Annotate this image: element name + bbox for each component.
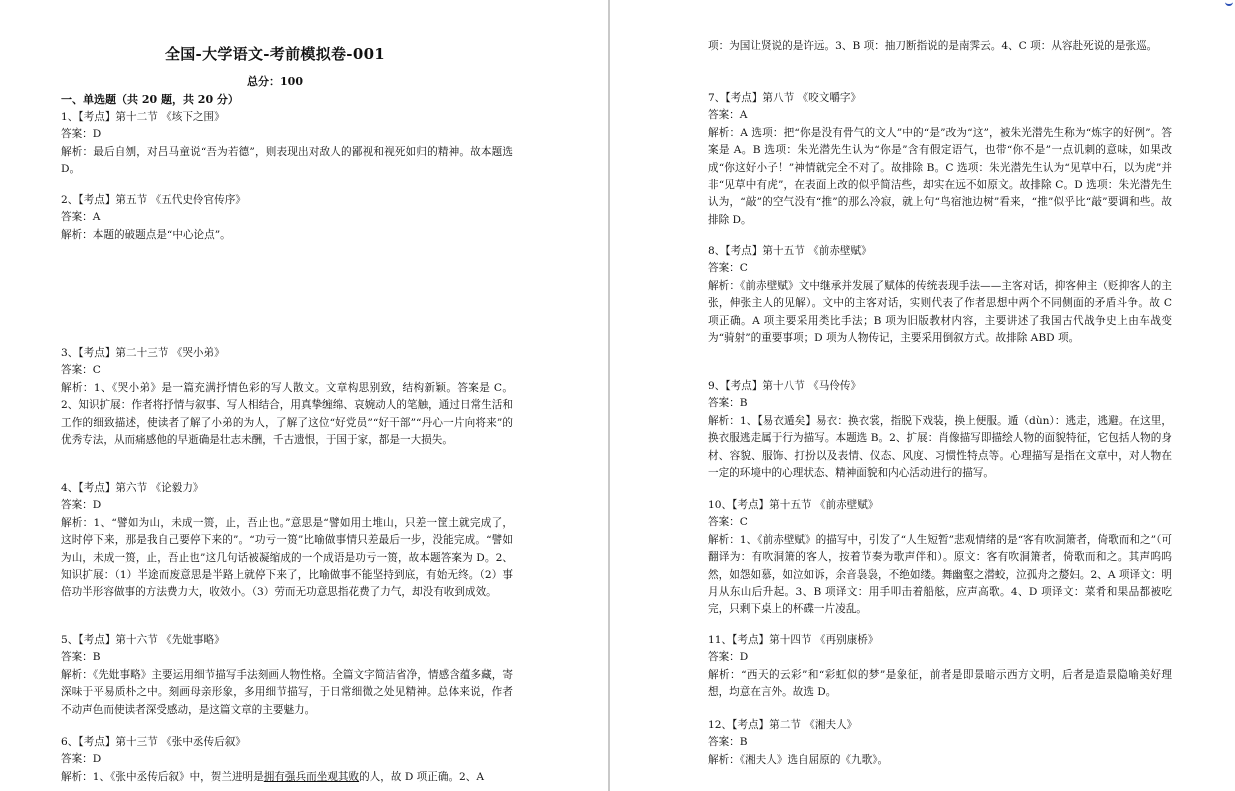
question-head: 11、【考点】第十四节 《再别康桥》: [708, 634, 879, 646]
question-explanation: 解析：1、《前赤壁赋》的描写中，引发了“人生短暂”悲观情绪的是“客有吹洞箫者，倚歌而和之”（可翻译为：有吹洞箫的客人，按着节奏为歌声伴和）。原文：客有吹洞箫者，倚歌而和之。其声呜呜然，如怨如慕，如泣如诉，余音袅袅，不绝如缕。舞幽壑之潜蛟，泣孤舟之嫠妇。2、A 项译文：明月从东山后升起。3、B 项译文：用手叩击着船舷，应声高歌。4、D 项译文：菜肴和果品都被吃完，只剩下桌上的杯碟一片凌乱。: [708, 533, 1172, 616]
question-11: [708, 632, 1172, 702]
question-head: 12、【考点】第二节 《湘夫人》: [708, 719, 858, 731]
page-left: [0, 0, 608, 791]
question-answer: 答案：C: [708, 262, 748, 275]
question-head: 10、【考点】第十五节 《前赤壁赋》: [708, 499, 879, 511]
question-head: 7、【考点】第八节 《咬文嚼字》: [708, 92, 862, 104]
corner-curve-icon: [1225, 0, 1233, 6]
page-divider: [608, 0, 610, 791]
question-explanation: 解析：A 选项：把“你是没有骨气的文人”中的“是”改为“这”，被朱光潜先生称为“炼字的好例”。答案是 A。B 选项：朱光潜先生认为“你是”含有假定语气，也带“你不是”一点讥刺的意味，如果改成“你这好小子！”神情就完全不对了。故排除 B。C 选项：朱光潜先生认为“见草中石，以为虎”并非“见草中有虎”，在表面上改的似乎简洁些，却实在远不如原文。故排除 C。D 选项：朱光潜先生认为，“敲”的空气没有“推”的那么冷寂，就上句“鸟宿池边树”看来，“推”似乎比“敲”要调和些。故排除 D。: [708, 126, 1172, 226]
document-title: 全国-大学语文-考前模拟卷-001: [164, 45, 386, 63]
question-answer: 答案：D: [708, 651, 749, 664]
question-answer: 答案：A: [708, 109, 748, 122]
question-answer: 答案：D: [61, 753, 102, 766]
question-answer: 答案：D: [61, 499, 102, 512]
question-6: [61, 734, 513, 786]
question-answer: 答案：B: [708, 736, 748, 749]
underlined-phrase: 拥有强兵而坐观其败: [263, 770, 360, 783]
question-head: 2、【考点】第五节 《五代史伶官传序》: [61, 194, 246, 206]
question-4: [61, 480, 513, 602]
question-explanation: [61, 769, 513, 786]
question-2: [61, 192, 513, 244]
question-5: [61, 632, 513, 719]
question-answer: 答案：C: [61, 364, 101, 377]
explanation-text: 解析：1、《张中丞传后叙》中，贺兰进明是: [61, 770, 264, 783]
section-heading: 一、单选题（共 20 题，共 20 分）: [61, 93, 239, 106]
question-explanation: 解析：《先妣事略》主要运用细节描写手法刻画人物性格。全篇文字简洁省净，情感含蕴多藏，寄深味于平易质朴之中。刻画母亲形象，多用细节描写，于日常细微之处见精神。总体来说，作者不动声色而使读者深受感动，是这篇文章的主要魅力。: [61, 668, 513, 716]
page-right: [612, 0, 1235, 791]
question-head: 8、【考点】第十五节 《前赤壁赋》: [708, 245, 872, 257]
explanation-text: 的人，故 D 项正确。2、A: [359, 770, 485, 783]
total-score: 总分：100: [247, 75, 303, 88]
question-explanation: 解析：1、“譬如为山，未成一篑，止，吾止也。”意思是“譬如用土堆山，只差一筐土就完成了，这时停下来，那是我自己要停下来的”。“功亏一篑”比喻做事情只差最后一步，没能完成。“譬如为山，未成一篑，止，吾止也”这几句话被凝缩成的一个成语是功亏一篑，故本题答案为 D。2、知识扩展：（1）半途而废意思是半路上就停下来了，比喻做事不能坚持到底，有始无终。（2）事倍功半形容做事的方法费力大，收效小。（3）劳而无功意思指花费了力气，却没有收到成效。: [61, 516, 513, 599]
question-answer: 答案：B: [708, 397, 748, 410]
question-answer: 答案：D: [61, 128, 102, 141]
question-9: [708, 378, 1172, 482]
question-head: 9、【考点】第十八节 《马伶传》: [708, 380, 862, 392]
question-head: 4、【考点】第六节 《论毅力》: [61, 482, 204, 494]
question-12: [708, 717, 1172, 769]
question-3: [61, 345, 513, 449]
question-answer: 答案：C: [708, 516, 748, 529]
question-head: 3、【考点】第二十三节 《哭小弟》: [61, 347, 225, 359]
question-explanation: 解析：“西天的云彩”和“彩虹似的梦”是象征，前者是即景暗示西方文明，后者是造景隐喻美好理想，均意在言外。故选 D。: [708, 668, 1172, 699]
question-10: [708, 497, 1172, 619]
question-explanation: 解析：《湘夫人》选自屈原的《九歌》。: [708, 753, 889, 766]
question-explanation: 解析：本题的破题点是“中心论点”。: [61, 228, 231, 241]
question-explanation: 解析：最后自刎，对吕马童说“吾为若德”，则表现出对敌人的鄙视和视死如归的精神。故本题选 D。: [61, 145, 513, 176]
question-head: 6、【考点】第十三节 《张中丞传后叙》: [61, 736, 246, 748]
question-head: 5、【考点】第十六节 《先妣事略》: [61, 634, 225, 646]
question-answer: 答案：A: [61, 211, 101, 224]
question-explanation: 解析：《前赤壁赋》文中继承并发展了赋体的传统表现手法——主客对话，抑客伸主（贬抑客人的主张，伸张主人的见解）。文中的主客对话，实则代表了作者思想中两个不同侧面的矛盾斗争。故 C 项正确。A 项主要采用类比手法；B 项为旧版教材内容，主要讲述了我国古代战争史上由车战变为“骑射”的重要事项；D 项为人物传记，主要采用倒叙方式。故排除 ABD 项。: [708, 279, 1172, 345]
continued-explanation: 项：为国让贤说的是许远。3、B 项：抽刀断指说的是南霁云。4、C 项：从容赴死说的是张巡。: [708, 40, 1158, 52]
question-explanation: 解析：1、【易衣遁矣】易衣：换衣裳，指脱下戏装，换上便服。遁（dùn）：逃走，逃避。在这里，换衣服逃走属于行为描写。本题选 B。2、扩展：肖像描写即描绘人物的面貌特征，它包括人物的身材、容貌、服饰、打扮以及表情、仪态、风度、习惯性特点等。心理描写是指在文章中，对人物在一定的环境中的心理状态、精神面貌和内心活动进行的描写。: [708, 414, 1172, 480]
question-explanation: 解析：1、《哭小弟》是一篇充满抒情色彩的写人散文。文章构思别致，结构新颖。答案是 C。2、知识扩展：作者将抒情与叙事、写人相结合，用真挚缠绵、哀婉动人的笔触，通过日常生活和工作的细致描述，使读者了解了小弟的为人，了解了这位“好党员”“好干部”“丹心一片向将来”的优秀专法，从而痛感他的早逝确是壮志未酬，千古遗恨，于国于家，都是一大损失。: [61, 381, 513, 447]
question-answer: 答案：B: [61, 651, 101, 664]
question-1: [61, 109, 513, 179]
question-head: 1、【考点】第十二节 《垓下之围》: [61, 111, 225, 123]
question-8: [708, 243, 1172, 347]
question-7: [708, 90, 1172, 229]
